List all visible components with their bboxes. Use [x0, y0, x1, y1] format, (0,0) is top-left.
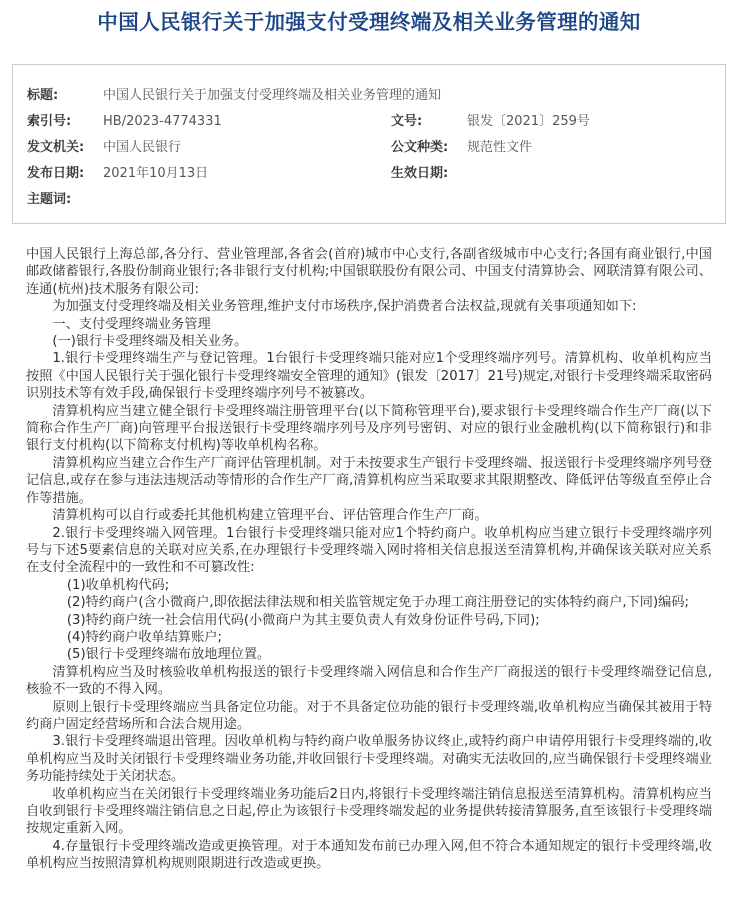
body-paragraph: 原则上银行卡受理终端应当具备定位功能。对于不具备定位功能的银行卡受理终端,收单机构应当确保其被用于特约商户固定经营场所和合法合规用途。 [26, 699, 712, 732]
metadata-cell-title [13, 83, 442, 109]
body-paragraph: 收单机构应当在关闭银行卡受理终端业务功能后2日内,将银行卡受理终端注销信息报送至清算机构。清算机构应当自收到银行卡受理终端注销信息之日起,停止为该银行卡受理终端发起的业务提供转接清算服务,直至该银行卡受理终端按规定重新入网。 [26, 786, 712, 837]
metadata-value-document-number: 银发〔2021〕259号 [467, 114, 590, 129]
body-paragraph: 1.银行卡受理终端生产与登记管理。1台银行卡受理终端只能对应1个受理终端序列号。清算机构、收单机构应当按照《中国人民银行关于强化银行卡受理终端安全管理的通知》(银发〔2017〕21号)规定,对银行卡受理终端采取密码识别技术等有效手段,确保银行卡受理终端序列号不被篡改。 [26, 351, 712, 402]
metadata-cell-index-number [13, 109, 391, 135]
metadata-row [13, 161, 725, 187]
metadata-label-index-number: 索引号: [27, 114, 72, 129]
metadata-cell-document-type [391, 135, 721, 161]
metadata-value-index-number: HB/2023-4774331 [103, 114, 222, 129]
body-paragraph: (5)银行卡受理终端布放地理位置。 [66, 647, 271, 663]
metadata-cell-publish-date [13, 161, 391, 187]
document-body [26, 246, 712, 873]
page-title: 中国人民银行关于加强支付受理终端及相关业务管理的通知 [97, 10, 641, 34]
metadata-row [13, 83, 725, 109]
metadata-row [13, 135, 725, 161]
metadata-label-title: 标题: [27, 88, 59, 103]
body-paragraph: 清算机构应当及时核验收单机构报送的银行卡受理终端入网信息和合作生产厂商报送的银行卡受理终端登记信息,核验不一致的不得入网。 [26, 664, 712, 698]
body-paragraph: 清算机构应当建立合作生产厂商评估管理机制。对于未按要求生产银行卡受理终端、报送银行卡受理终端序列号登记信息,或存在参与违法违规活动等情形的合作生产厂商,清算机构应当采取要求其限期整改、降低评估等级直至停止合作等措施。 [26, 455, 712, 506]
body-paragraph: (2)特约商户(含小微商户,即依据法律法规和相关监管规定免于办理工商注册登记的实体特约商户,下同)编码; [66, 595, 689, 611]
metadata-label-subject-terms: 主题词: [27, 192, 72, 207]
metadata-value-title: 中国人民银行关于加强支付受理终端及相关业务管理的通知 [103, 88, 442, 103]
body-paragraph: 一、支付受理终端业务管理 [52, 316, 211, 332]
metadata-row [13, 109, 725, 135]
body-paragraph: (1)收单机构代码; [66, 577, 170, 593]
body-paragraph: 4.存量银行卡受理终端改造或更换管理。对于本通知发布前已办理入网,但不符合本通知规定的银行卡受理终端,收单机构应当按照清算机构规则限期进行改造或更换。 [26, 838, 712, 872]
metadata-value-issuing-agency: 中国人民银行 [103, 140, 182, 155]
metadata-label-effective-date: 生效日期: [391, 166, 449, 181]
body-paragraph: (一)银行卡受理终端及相关业务。 [52, 334, 248, 350]
body-paragraph: (3)特约商户统一社会信用代码(小微商户为其主要负责人有效身份证件号码,下同); [66, 612, 540, 628]
body-paragraph: 中国人民银行上海总部,各分行、营业管理部,各省会(首府)城市中心支行,各副省级城市中心支行;各国有商业银行,中国邮政储蓄银行,各股份制商业银行;各非银行支付机构;中国银联股份有限公司、中国支付清算协会、网联清算有限公司、连通(杭州)技术服务有限公司: [26, 247, 712, 297]
metadata-label-document-type: 公文种类: [391, 140, 449, 155]
body-paragraph: 2.银行卡受理终端入网管理。1台银行卡受理终端只能对应1个特约商户。收单机构应当建立银行卡受理终端序列号与下述5要素信息的关联对应关系,在办理银行卡受理终端入网时将相关信息报送至清算机构,并确保该关联对应关系在支付全流程中的一致性和不可篡改性: [26, 525, 712, 576]
body-paragraph: 为加强支付受理终端及相关业务管理,维护支付市场秩序,保护消费者合法权益,现就有关事项通知如下: [52, 299, 637, 315]
document-metadata-panel [12, 64, 726, 224]
metadata-cell-issuing-agency [13, 135, 391, 161]
metadata-value-publish-date: 2021年10月13日 [103, 166, 209, 181]
metadata-value-document-type: 规范性文件 [467, 140, 533, 155]
body-paragraph: 清算机构可以自行或委托其他机构建立管理平台、评估管理合作生产厂商。 [52, 508, 488, 524]
metadata-label-publish-date: 发布日期: [27, 166, 85, 181]
body-paragraph: (4)特约商户收单结算账户; [66, 629, 222, 645]
metadata-cell-subject-terms [13, 187, 391, 213]
metadata-label-issuing-agency: 发文机关: [27, 140, 85, 155]
metadata-row [13, 187, 725, 213]
metadata-cell-effective-date [391, 161, 721, 187]
metadata-cell-document-number [391, 109, 721, 135]
body-paragraph: 3.银行卡受理终端退出管理。因收单机构与特约商户收单服务协议终止,或特约商户申请停用银行卡受理终端的,收单机构应当及时关闭银行卡受理终端业务功能,并收回银行卡受理终端。对确实无法收回的,应当确保银行卡受理终端业务功能持续处于关闭状态。 [26, 734, 712, 785]
body-paragraph: 清算机构应当建立健全银行卡受理终端注册管理平台(以下简称管理平台),要求银行卡受理终端合作生产厂商(以下简称合作生产厂商)向管理平台报送银行卡受理终端序列号及序列号密钥、对应的银行业金融机构(以下简称银行)和非银行支付机构(以下简称支付机构)等收单机构名称。 [26, 403, 712, 454]
metadata-label-document-number: 文号: [391, 114, 423, 129]
